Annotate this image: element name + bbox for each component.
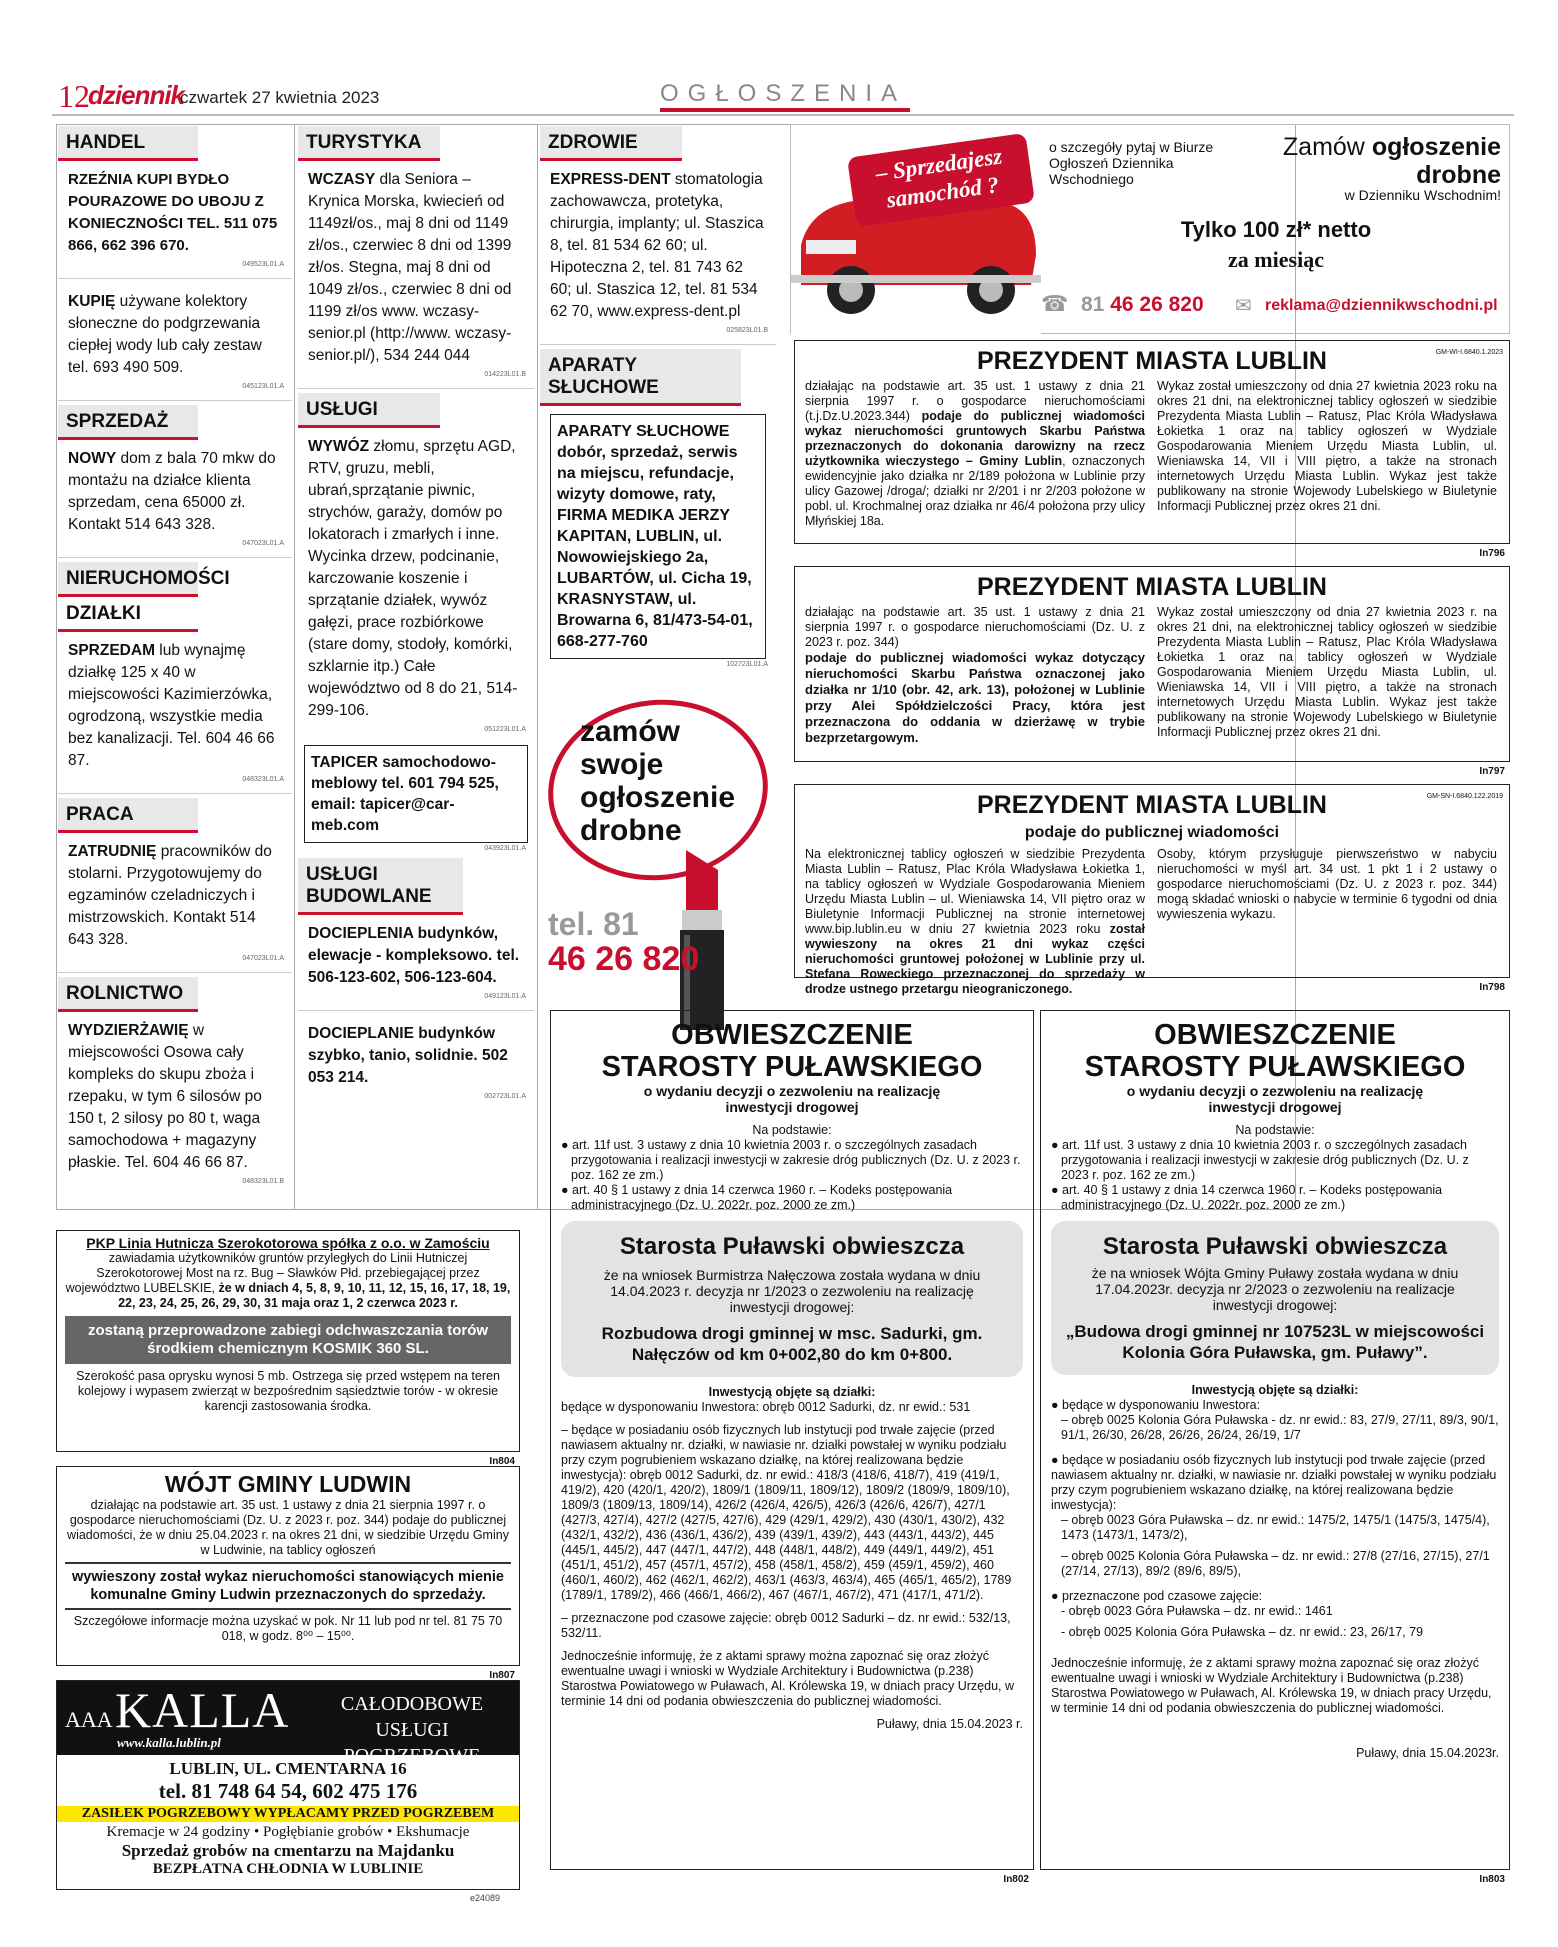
ad-code: 051223L01.A — [484, 726, 526, 733]
kalla-cold-storage: BEZPŁATNA CHŁODNIA W LUBLINIE — [152, 1861, 424, 1877]
notice-text: zawiadamia użytkowników gruntów przyległych do Linii Hutniczej Szerokotorowej Most na rz. Bug – Sławków Płd. przebiegającej przez województwo LUBELSKIE, że w dniach 4, 5, 8, 9, 10, 11, 12, 15, 16, 17, 18, 19, 22, 23, 24, 25, 26, 29, 30, 31 maja oraz 1, 2 czerwca 2023 r. — [65, 1251, 511, 1310]
section-title: OGŁOSZENIA — [660, 80, 907, 107]
ad-code: 048323L01.A — [242, 776, 284, 783]
notice-right: Osoby, którym przysługuje pierwszeństwo w nabyciu nieruchomości w myśl art. 34 ust. 1 pkt 1 i 2 ustawy o gospodarce nieruchomościami (Dz. U. z 2023 r. poz. 344) mogą składać wnioski o nabycie w terminie 6 tygodni od dnia wywieszenia wykazu. — [1157, 847, 1497, 921]
ad-silosy: WYDZIERŻAWIĘ w miejscowości Osowa cały kompleks do skupu zboża i rzepaku, w tym 6 silosów po 150 t, 2 silosy po 80 t, waga samochodowa + magazyny płaskie. Tel. 604 46 66 87. — [68, 1022, 262, 1171]
ad-code: 025823L01.B — [726, 327, 768, 334]
notice-prezydent-3 — [794, 784, 1510, 996]
notice-left: Na elektronicznej tablicy ogłoszeń w siedzibie Prezydenta Miasta Lublin – Ratusz, Plac Króla Władysława Łokietka 1, na tablicy ogłoszeń w Wydziale Gospodarowania Mieniem Urzędu Miasta Lublin – ul. Wieniawska 14, VII piętro oraz w Biuletynie Informacji Publicznej na stronie internetowej www.bip.lublin.eu w dniu 27 kwietnia 2023 roku został wywieszony na okres 21 dni wykaz części nieruchomości gruntowej położonej w Lublinie przy ul. Stefana Roweckiego przeznaczonej do sprzedaży w drodze ustnego przetargu nieograniczonego. — [805, 847, 1145, 996]
banner-sub: w Dzienniku Wschodnim! — [1344, 187, 1501, 203]
notice-text: Na podstawie: — [752, 1123, 832, 1137]
kalla-graves: Sprzedaż grobów na cmentarzu na Majdanku — [121, 1841, 455, 1860]
newspaper-logo: dziennik — [88, 80, 185, 110]
promo-text: zamów swoje ogłoszenie drobne — [580, 715, 736, 847]
notice-text: Na podstawie: — [1235, 1123, 1315, 1137]
kalla-zasilek: ZASIŁEK POGRZEBOWY WYPŁACAMY PRZED POGRZEBEM — [57, 1806, 519, 1822]
notice-text: – obręb 0025 Kolonia Góra Puławska - dz. nr ewid.: 83, 27/9, 27/11, 89/3, 90/1, 91/1, 26/30, 26/28, 26/26, 26/24, 26/19, 1/7 — [1061, 1413, 1499, 1442]
category-zdrowie: ZDROWIE — [540, 126, 682, 161]
ad-code: 043923L01.A — [484, 845, 526, 852]
notice-text: ● art. 40 § 1 ustawy z dnia 14 czerwca 1960 r. – Kodeks postępowania administracyjnego (Dz. U. 2022r. poz. 2000 ze zm.) — [1051, 1183, 1443, 1212]
notice-text: – obręb 0025 Kolonia Góra Puławska – dz. nr ewid.: 27/8 (27/16, 27/15), 27/1 (27/14, 27/13), 89/2 (89/6, 89/5), — [1061, 1549, 1490, 1578]
notice-text: ● będące w posiadaniu osób fizycznych lub instytucji pod trwałe zajęcie (przed nawiasem aktualny nr. działki, w nawiasie nr. działki powstałej w wyniku podziału przy czym pogrubieniem wskazano działkę, na której realizowana będzie inwestycja): — [1051, 1453, 1497, 1512]
notice-ref: In798 — [1479, 982, 1505, 993]
notice-text: - obręb 0025 Kolonia Góra Puławska – dz. nr ewid.: 23, 26/17, 79 — [1061, 1625, 1424, 1639]
notice-ref: In803 — [1479, 1874, 1505, 1885]
ad-wczasy: WCZASY dla Seniora – Krynica Morska, kwiecień od 1149zł/os., maj 8 dni od 1149 zł/os., czerwiec 8 dni od 1399 zł/os. Stegna, maj 8 dni od 1049 zł/os., czerwiec 8 dni od 1199 zł/os www. wczasy-senior.pl (http://www. wczasy-senior.pl/), 534 244 044 — [308, 171, 512, 364]
promo-tel: 46 26 820 — [548, 940, 700, 978]
kalla-address: LUBLIN, UL. CMENTARNA 16 — [169, 1759, 407, 1778]
notice-text: Inwestycją objęte są działki: — [708, 1385, 876, 1399]
decision-investment: Rozbudowa drogi gminnej w msc. Sadurki, gm. Nałęczów od km 0+002,80 do km 0+800. — [601, 1324, 983, 1364]
category-uslugi: USŁUGI — [298, 393, 440, 428]
notice-highlight: zostaną przeprowadzone zabiegi odchwaszczania torów środkiem chemicznym KOSMIK 360 SL. — [65, 1316, 511, 1364]
ad-wywoz: WYWÓZ złomu, sprzętu AGD, RTV, gruzu, mebli, ubrań,sprzątanie piwnic, strychów, garaży, domów po lokatorach i zmarłych i inne. Wycinka drzew, podcinanie, karczowanie koszenie i sprzątanie działek, wywóz gałęzi, prace rozbiórkowe (stare domy, stodoły, komórki, szklarnie itp.) Całe województwo od 8 do 21, 514-299-106. — [308, 438, 518, 719]
kalla-services-list: Kremacje w 24 godziny • Pogłębianie grobów • Ekshumacje — [106, 1824, 470, 1840]
notice-right: Wykaz został umieszczony od dnia 27 kwietnia 2023 r. na okres 21 dni, na elektronicznej tablicy ogłoszeń w siedzibie Prezydenta Miasta Lublin – Ratusz, Plac Króla Władysława Łokietka 1 oraz na tablicy ogłoszeń w Wydziale Gospodarowania Mieniem Urzędu Miasta Lublin, ul. Wieniawska 14, VII i VIII piętro, a także na stronach internetowych Urzędu Miasta Lublin. Wykaz jest także publikowany na stronie Wojewody Lubelskiego w Biuletynie Informacji Publicznej przez okres 21 dni. — [1157, 605, 1497, 739]
notice-text: – będące w posiadaniu osób fizycznych lub instytucji pod trwałe zajęcie (przed nawiasem aktualny nr. działki, w nawiasie nr. działki powstałej w wyniku podziału przy czym pogrubieniem wskazano działkę, na której realizowana będzie inwestycja): obręb 0012 Sadurki, dz. nr ewid.: 418/3 (418/6, 418/7), 419 (419/1, 419/2), 420 (420/1, 420/2), 1809/1 (1809/11, 1809/12), 1809/2 (1809/9, 1809/10), 1809/3 (1809/13, 1809/14), 426/2 (426/4, 426/5), 426/3 (426/6, 426/7), 427/1 (427/3, 427/4), 427/2 (427/5, 427/6), 429 (429/1, 429/2), 430 (430/1, 430/2), 432 (432/1, 432/2), 436 (436/1, 436/2), 439 (439/1, 439/2), 443 (443/1, 443/2), 445 (445/1, 445/2), 447 (447/1, 447/2), 448 (448/1, 448/2), 449 (449/1, 449/2), 451 (451/1, 451/2), 457 (457/1, 457/2), 458 (458/1, 458/2), 459 (459/1, 459/2), 460 (460/1, 460/2), 462 (462/1, 462/2), 463/1 (463/3, 463/4), 465 (465/1, 465/2), 1789 (1789/1, 1789/2), 466 (466/1, 466/2), 467 (467/1, 467/2), 471 (417/1, 471/2). — [561, 1423, 1012, 1602]
notice-ref: In807 — [489, 1670, 515, 1681]
notice-text: Inwestycją objęte są działki: — [1191, 1383, 1359, 1397]
ad-kolektory: KUPIĘ używane kolektory słoneczne do podgrzewania ciepłej wody lub cały zestaw tel. 693 490 509. — [68, 293, 262, 376]
notice-left: działając na podstawie art. 35 ust. 1 ustawy z dnia 21 sierpnia 1997 r. o gospodarce nieruchomościami (t.j.Dz.U.2023.344) podaje do publicznej wiadomości wykaz nieruchomości gruntowych Skarbu Państwa przeznaczonych do dokonania darowizny na rzecz użytkownika wieczystego – Gminy Lublin, oznaczonych ewidencyjnie jako działka nr 2/189 położona w Lublinie przy ulicy Gazowej /droga/; działki nr 2/201 i nr 2/203 położone w pobl. ul. Krochmalnej oraz działka nr 46/4 położona przy ulicy Młyńskiej 18a. — [805, 379, 1145, 528]
decision-text: że na wniosek Burmistrza Nałęczowa została wydana w dniu 14.04.2023 r. decyzja nr 1/2023 o zezwoleniu na realizację inwestycji drogowej: — [603, 1267, 981, 1315]
section-underline — [660, 108, 910, 112]
notice-text: ● będące w dysponowaniu Inwestora: — [1051, 1398, 1261, 1412]
ad-dzialka: SPRZEDAM lub wynajmę działkę 125 x 40 w miejscowości Kazimierzówka, ogrodzoną, wszystkie media bez kanalizacji. Tel. 604 46 66 87. — [68, 642, 275, 769]
notice-text: Jednocześnie informuję, że z aktami sprawy można zapoznać się oraz złożyć ewentualne uwagi i wnioski w Wydziale Architektury i Budownictwa (p.238) Starostwa Powiatowego w Puławach, Al. Królewska 19, w dniach pracy Urzędu, w terminie 14 dni od podania obwieszczenia do publicznej wiadomości. — [561, 1649, 1014, 1708]
category-aparaty: APARATY SŁUCHOWE — [540, 349, 741, 406]
notice-text: ● art. 11f ust. 3 ustawy z dnia 10 kwietnia 2003 r. o szczególnych zasadach przygotowania i realizacji inwestycji w zakresie dróg publicznych (Dz. U. z 2023 r. poz. 162 ze zm.) — [561, 1138, 1021, 1182]
category-dzialki: DZIAŁKI — [58, 597, 198, 632]
promo-tel-prefix: tel. 81 — [548, 906, 639, 942]
banner-headline: Zamów ogłoszenie drobne — [1282, 133, 1501, 189]
header-divider — [52, 114, 1514, 116]
notice-text: – obręb 0023 Góra Puławska – dz. nr ewid.: 1475/2, 1475/1 (1475/3, 1475/4), 1473 (1473/1, 1473/2), — [1061, 1513, 1490, 1542]
notice-subtitle: o wydaniu decyzji o zezwoleniu na realizację inwestycji drogowej — [643, 1083, 941, 1115]
notice-subtitle: o wydaniu decyzji o zezwoleniu na realizację inwestycji drogowej — [1126, 1083, 1424, 1115]
ad-express-dent: EXPRESS-DENT stomatologia zachowawcza, protetyka, chirurgia, implanty; ul. Staszica 8, tel. 81 534 62 60; ul. Hipoteczna 2, tel. 81 743 62 60; ul. Staszica 12, tel. 81 534 62 70, www.express-dent.pl — [550, 171, 764, 320]
column-2 — [298, 126, 534, 1106]
notice-highlight: wywieszony został wykaz nieruchomości stanowiących mienie komunalne Gminy Ludwin przeznaczonych do sprzedaży. — [72, 1569, 504, 1603]
notice-title: PREZYDENT MIASTA LUBLIN — [977, 573, 1327, 601]
notice-wojt — [56, 1466, 520, 1681]
notice-ref: In796 — [1479, 548, 1505, 559]
notice-code: GM-SN-I.6840.122.2019 — [1426, 793, 1503, 800]
category-praca: PRACA — [58, 798, 198, 833]
notice-date: Puławy, dnia 15.04.2023r. — [1356, 1746, 1499, 1760]
ad-code: 045123L01.A — [242, 383, 284, 390]
ad-dom: NOWY dom z bala 70 mkw do montażu na działce klienta sprzedam, cena 65000 zł. Kontakt 514 643 328. — [68, 450, 276, 533]
decision-investment: „Budowa drogi gminnej nr 107523L w miejscowości Kolonia Góra Puławska, gm. Puławy”. — [1065, 1322, 1485, 1362]
banner-phone: 81 46 26 820 — [1081, 293, 1204, 316]
sell-car-bubble: – Sprzedajesz samochód ? — [847, 133, 1035, 227]
notice-code: GM-WI-I.6840.1.2023 — [1435, 349, 1503, 356]
decision-title: Starosta Puławski obwieszcza — [1102, 1233, 1448, 1260]
notice-text: Szczegółowe informacje można uzyskać w pok. Nr 11 lub pod nr tel. 81 75 70 018, w godz. 8⁰⁰ – 15⁰⁰. — [73, 1614, 503, 1643]
lipstick-image — [672, 840, 732, 1030]
ad-code: 002723L01.A — [484, 1093, 526, 1100]
ad-tapicer: TAPICER samochodowo-meblowy tel. 601 794 525, email: tapicer@car-meb.com — [304, 745, 528, 843]
decision-title: Starosta Puławski obwieszcza — [619, 1233, 965, 1260]
notice-title: STAROSTY PUŁAWSKIEGO — [601, 1051, 983, 1083]
ad-code: 048323L01.B — [242, 1178, 284, 1185]
notice-starosta-1 — [550, 1010, 1034, 1885]
issue-date: czwartek 27 kwietnia 2023 — [180, 88, 380, 107]
page-number: 12 — [58, 78, 90, 114]
ad-code: 047023L01.A — [242, 955, 284, 962]
notice-title: OBWIESZCZENIE — [1154, 1019, 1396, 1051]
notice-title: STAROSTY PUŁAWSKIEGO — [1084, 1051, 1466, 1083]
banner — [790, 124, 1510, 334]
notice-title: PREZYDENT MIASTA LUBLIN — [977, 347, 1327, 375]
category-turystyka: TURYSTYKA — [298, 126, 440, 161]
category-nieruchomosci: NIERUCHOMOŚCI — [58, 562, 198, 597]
banner-info: o szczegóły pytaj w Biurze Ogłoszeń Dziennika Wschodniego — [1049, 139, 1214, 187]
ad-docieplanie: DOCIEPLANIE budynków szybko, tanio, solidnie. 502 053 214. — [308, 1025, 508, 1086]
notice-title: PKP Linia Hutnicza Szerokotorowa spółka z o.o. w Zamościu — [86, 1235, 490, 1251]
notice-left: działając na podstawie art. 35 ust. 1 ustawy z dnia 21 sierpnia 1997 r. o gospodarce nieruchomościami (Dz. U. z 2023 r. poz. 344) podaje do publicznej wiadomości wykaz dotyczący nieruchomości Skarbu Państwa oznaczonej jako działka nr 1/10 (obr. 42, ark. 13), położonej w Lublinie przy Alei Spółdzielczości Pracy, która jest przeznaczona do oddania w dzierżawę w trybie bezprzetargowym. — [805, 605, 1145, 745]
ad-rzeznia: RZEŹNIA KUPI BYDŁO POURAZOWE DO UBOJU Z KONIECZNOŚCI TEL. 511 075 866, 662 396 670. — [68, 171, 278, 254]
banner-email: reklama@dziennikwschodni.pl — [1265, 297, 1498, 314]
notice-ref: In804 — [489, 1456, 515, 1467]
ad-code: 102723L01.A — [726, 661, 768, 668]
banner-price: Tylko 100 zł* netto — [1180, 217, 1372, 242]
ad-stolarnia: ZATRUDNIĘ pracowników do stolarni. Przygotowujemy do egzaminów czeladniczych i mistrzowskich. Kontakt 514 643 328. — [68, 843, 272, 948]
kalla-services: CAŁODOBOWE USŁUGI POGRZEBOWE — [340, 1693, 484, 1767]
category-handel: HANDEL — [58, 126, 198, 161]
notice-title: WÓJT GMINY LUDWIN — [164, 1471, 412, 1497]
kalla-aaa: AAA — [65, 1707, 113, 1732]
notice-decision — [1051, 1221, 1499, 1375]
ad-code: 014223L01.B — [484, 371, 526, 378]
category-uslugi-budowlane: USŁUGI BUDOWLANE — [298, 858, 463, 915]
notice-text: Jednocześnie informuję, że z aktami sprawy można zapoznać się oraz złożyć ewentualne uwagi i wnioski w Wydziale Architektury i Budownictwa (p.238) Starostwa Powiatowego w Puławach, Al. Królewska 19, w dniach pracy Urzędu, w terminie 14 dni od podania obwieszczenia do publicznej wiadomości. — [1051, 1656, 1492, 1715]
notice-title: OBWIESZCZENIE — [671, 1019, 913, 1051]
notice-subtitle: podaje do publicznej wiadomości — [1024, 824, 1280, 841]
ad-aparaty-sluchowe: APARATY SŁUCHOWE dobór, sprzedaż, serwis na miejscu, refundacje, wizyty domowe, raty, FIRMA MEDIKA JERZY KAPITAN, LUBLIN, ul. Nowowiejskiego 2a, LUBARTÓW, ul. Cicha 19, KRASNYSTAW, ul. Browarna 6, 81/473-54-01, 668-277-760 — [550, 414, 766, 659]
ad-docieplenia: DOCIEPLENIA budynków, elewacje - kompleksowo. tel. 506-123-602, 506-123-604. — [308, 925, 520, 986]
category-sprzedaz: SPRZEDAŻ — [58, 405, 198, 440]
mail-icon: ✉ — [1235, 295, 1252, 317]
notice-text: - obręb 0023 Góra Puławska – dz. nr ewid.: 1461 — [1061, 1604, 1333, 1618]
notice-ref: In797 — [1479, 766, 1505, 777]
column-3 — [540, 126, 776, 674]
notice-starosta-2 — [1040, 1010, 1510, 1885]
notice-text: będące w dysponowaniu Inwestora: obręb 0012 Sadurki, dz. nr ewid.: 531 — [561, 1400, 971, 1414]
notice-text: ● art. 40 § 1 ustawy z dnia 14 czerwca 1960 r. – Kodeks postępowania administracyjnego (Dz. U. 2022r. poz. 2000 ze zm.) — [561, 1183, 953, 1212]
notice-text: ● przeznaczone pod czasowe zajęcie: — [1051, 1589, 1263, 1603]
notice-text: ● art. 11f ust. 3 ustawy z dnia 10 kwietnia 2003 r. o szczególnych zasadach przygotowania i realizacji inwestycji w zakresie dróg publicznych (Dz. U. z 2023 r. poz. 162 ze zm.) — [1051, 1138, 1469, 1182]
notice-text: działając na podstawie art. 35 ust. 1 ustawy z dnia 21 sierpnia 1997 r. o gospodarce nieruchomościami (Dz. U. z 2023 r. poz. 344) podaje do publicznej wiadomości, że w dniu 25.04.2023 r. na okres 21 dni, w siedzibie Urzędu Gminy w Ludwinie, na tablicy ogłoszeń — [67, 1498, 509, 1557]
phone-icon: ☎ — [1041, 291, 1069, 316]
notice-ref: In802 — [1003, 1874, 1029, 1885]
kalla-name: KALLA — [115, 1682, 290, 1738]
kalla-phone: tel. 81 748 64 54, 602 475 176 — [158, 1779, 418, 1803]
kalla-www: www.kalla.lublin.pl — [117, 1735, 221, 1750]
ad-code: 049523L01.A — [242, 261, 284, 268]
notice-text: Szerokość pasa oprysku wynosi 5 mb. Ostrzega się przed wstępem na teren kolejowy i wypasem zwierząt w bezpośrednim sąsiedztwie torów - w okresie karencji zastosowania środka. — [76, 1369, 500, 1413]
notice-prezydent-1 — [794, 340, 1510, 559]
ad-code: e24089 — [470, 1893, 501, 1903]
notice-right: Wykaz został umieszczony od dnia 27 kwietnia 2023 roku na okres 21 dni, na elektronicznej tablicy ogłoszeń w siedzibie Prezydenta Miasta Lublin – Ratusz, Plac Króla Władysława Łokietka 1 oraz na tablicy ogłoszeń w Wydziale Gospodarowania Mieniem Urzędu Miasta Lublin, ul. Wieniawska 14, VII i VIII piętro, a także na stronach internetowych Urzędu Miasta Lublin. Wykaz jest także publikowany na stronie Wojewody Lubelskiego w Biuletynie Informacji Publicznej przez okres 21 dni. — [1157, 379, 1497, 513]
ad-code: 047023L01.A — [242, 540, 284, 547]
ad-code: 049123L01.A — [484, 993, 526, 1000]
ad-kalla — [56, 1680, 520, 1890]
banner-period: za miesiąc — [1228, 247, 1324, 272]
notice-decision — [561, 1221, 1023, 1377]
category-rolnictwo: ROLNICTWO — [58, 977, 198, 1012]
notice-title: PREZYDENT MIASTA LUBLIN — [977, 791, 1327, 819]
notice-date: Puławy, dnia 15.04.2023 r. — [876, 1717, 1023, 1731]
decision-text: że na wniosek Wójta Gminy Puławy została wydana w dniu 17.04.2023r. decyzja nr 2/2023 o zezwoleniu na realizacje inwestycji drogowej: — [1091, 1265, 1459, 1313]
column-1 — [58, 126, 292, 1191]
notice-pkp — [56, 1230, 520, 1467]
notice-text: – przeznaczone pod czasowe zajęcie: obręb 0012 Sadurki – dz. nr ewid.: 532/13, 532/11. — [561, 1611, 1011, 1640]
notice-prezydent-2 — [794, 566, 1510, 777]
